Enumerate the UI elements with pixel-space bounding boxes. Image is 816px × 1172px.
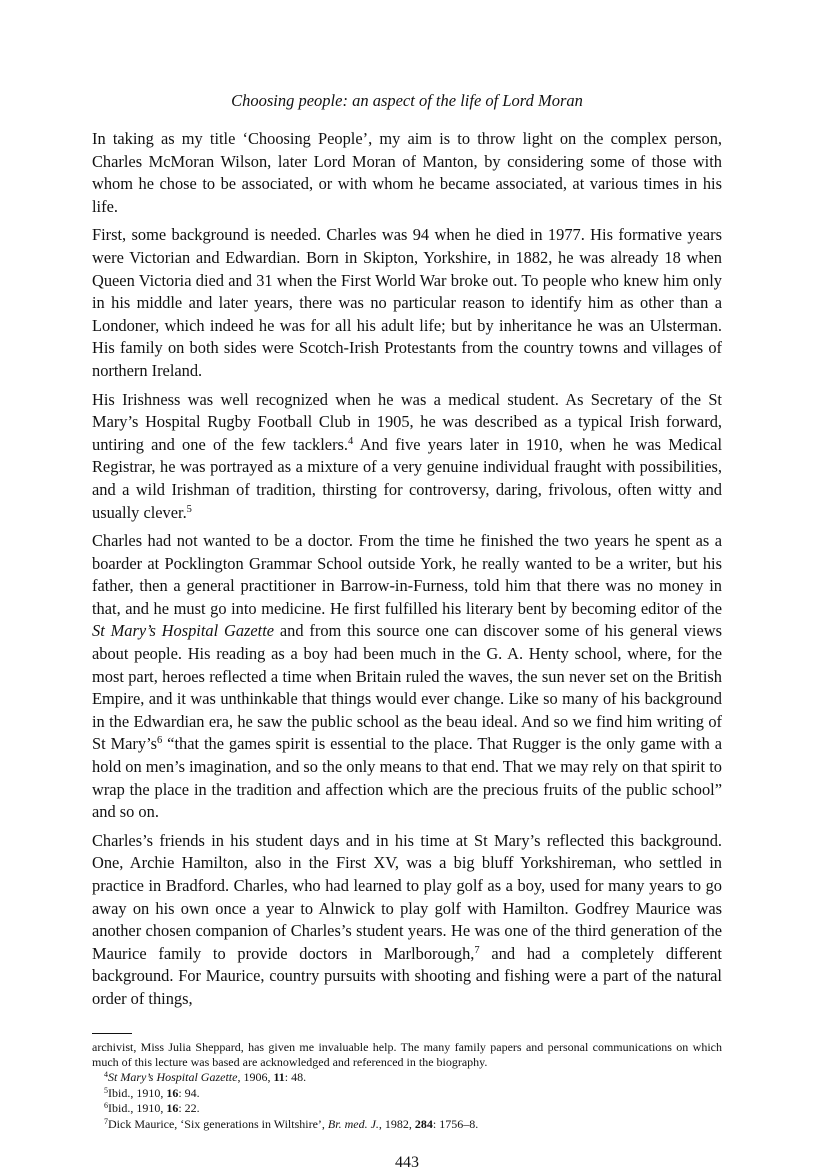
- footnote-ref-6[interactable]: 6: [157, 735, 163, 747]
- footnote-ref-5[interactable]: 5: [186, 503, 192, 515]
- footnote-6: $^6$Ibid., 1910, 16: 22.: [104, 1101, 200, 1116]
- page-number: 443: [395, 1154, 419, 1171]
- footnotes: [92, 1040, 722, 1132]
- footnote-ref-4[interactable]: 4: [348, 435, 354, 447]
- footnote-continued: archivist, Miss Julia Sheppard, has given me invaluable help. The many family papers and personal communications on which much of this lecture was based are acknowledged and referenced in the biography.: [92, 1039, 722, 1069]
- journal-title: St Mary’s Hospital Gazette: [92, 621, 275, 641]
- document-page: [92, 90, 722, 1172]
- paragraph-1: In taking as my title ‘Choosing People’, my aim is to throw light on the complex person, Charles McMoran Wilson, later Lord Moran of Manton, by considering some of those with whom he chose to be associated, or with whom he became associated, at various times in his life.: [92, 129, 722, 216]
- running-head: Choosing people: an aspect of the life of Lord Moran: [231, 91, 583, 110]
- footnote-ref-7[interactable]: 7: [474, 944, 480, 956]
- footnote-4: $^4$St Mary’s Hospital Gazette, 1906, 11: 48.: [104, 1070, 307, 1085]
- paragraph-5: Charles’s friends in his student days and in his time at St Mary’s reflected this background. One, Archie Hamilton, also in the First XV, was a big bluff Yorkshireman, who settled in practice in Bradford. Charles, who had learned to play golf as a boy, used for many years to go away on his own once a year to Alnwick to play golf with Hamilton. Godfrey Maurice was another chosen companion of Charles’s student years. He was one of the third generation of the Maurice family to provide doctors in Marlborough,$^7$ and had a completely different background. For Maurice, country pursuits with shooting and fishing were a part of the natural order of things,: [92, 830, 722, 1008]
- footnote-5: $^5$Ibid., 1910, 16: 94.: [104, 1085, 200, 1100]
- paragraph-4: Charles had not wanted to be a doctor. From the time he finished the two years he spent as a boarder at Pocklington Grammar School outside York, he really wanted to be a writer, but his father, then a general practitioner in Barrow-in-Furness, told him that there was no money in that, and he must go into medicine. He first fulfilled his literary bent by becoming editor of the St Mary’s Hospital Gazette and from this source one can discover some of his general views about people. His reading as a boy had been much in the G. A. Henty school, where, for the most part, heroes reflected a time when Britain ruled the waves, the sun never set on the British Empire, and it was unthinkable that things would ever change. Like so many of his background in the Edwardian era, he saw the public school as the beau ideal. And so we find him writing of St $Mary’s^6$ “that the games spirit is essential to the place. That Rugger is the only game with a hold on men’s imagination, and so the only means to that end. That we may rely on that spirit to wrap the place in the tradition and affection which are the precious fruits of the public school” and so on.: [92, 531, 722, 822]
- body-text: [92, 128, 722, 1011]
- paragraph-2: First, some background is needed. Charles was 94 when he died in 1977. His formative years were Victorian and Edwardian. Born in Skipton, Yorkshire, in 1882, he was already 18 when Queen Victoria died and 31 when the First World War broke out. To people who knew him only in his middle and later years, there was no particular reason to identify him as other than a Londoner, which indeed he was for all his adult life; but by inheritance he was an Ulsterman. His family on both sides were Scotch-Irish Protestants from the country towns and villages of northern Ireland.: [92, 225, 722, 380]
- footnote-7: $^7$Dick Maurice, ‘Six generations in Wiltshire’, Br. med. J., 1982, 284: 1756–8.: [104, 1116, 479, 1131]
- footnote-divider: [92, 1033, 132, 1034]
- paragraph-3: His Irishness was well recognized when he was a medical student. As Secretary of the St Mary’s Hospital Rugby Football Club in 1905, he was described as a typical Irish forward, untiring and one of the few tacklers.$^4$ And five years later in 1910, when he was Medical Registrar, he was portrayed as a mixture of a very genuine individual fraught with possibilities, and a wild Irishman of tradition, thirsting for controversy, daring, frivolous, often witty and usually clever.$^5$: [92, 389, 722, 522]
